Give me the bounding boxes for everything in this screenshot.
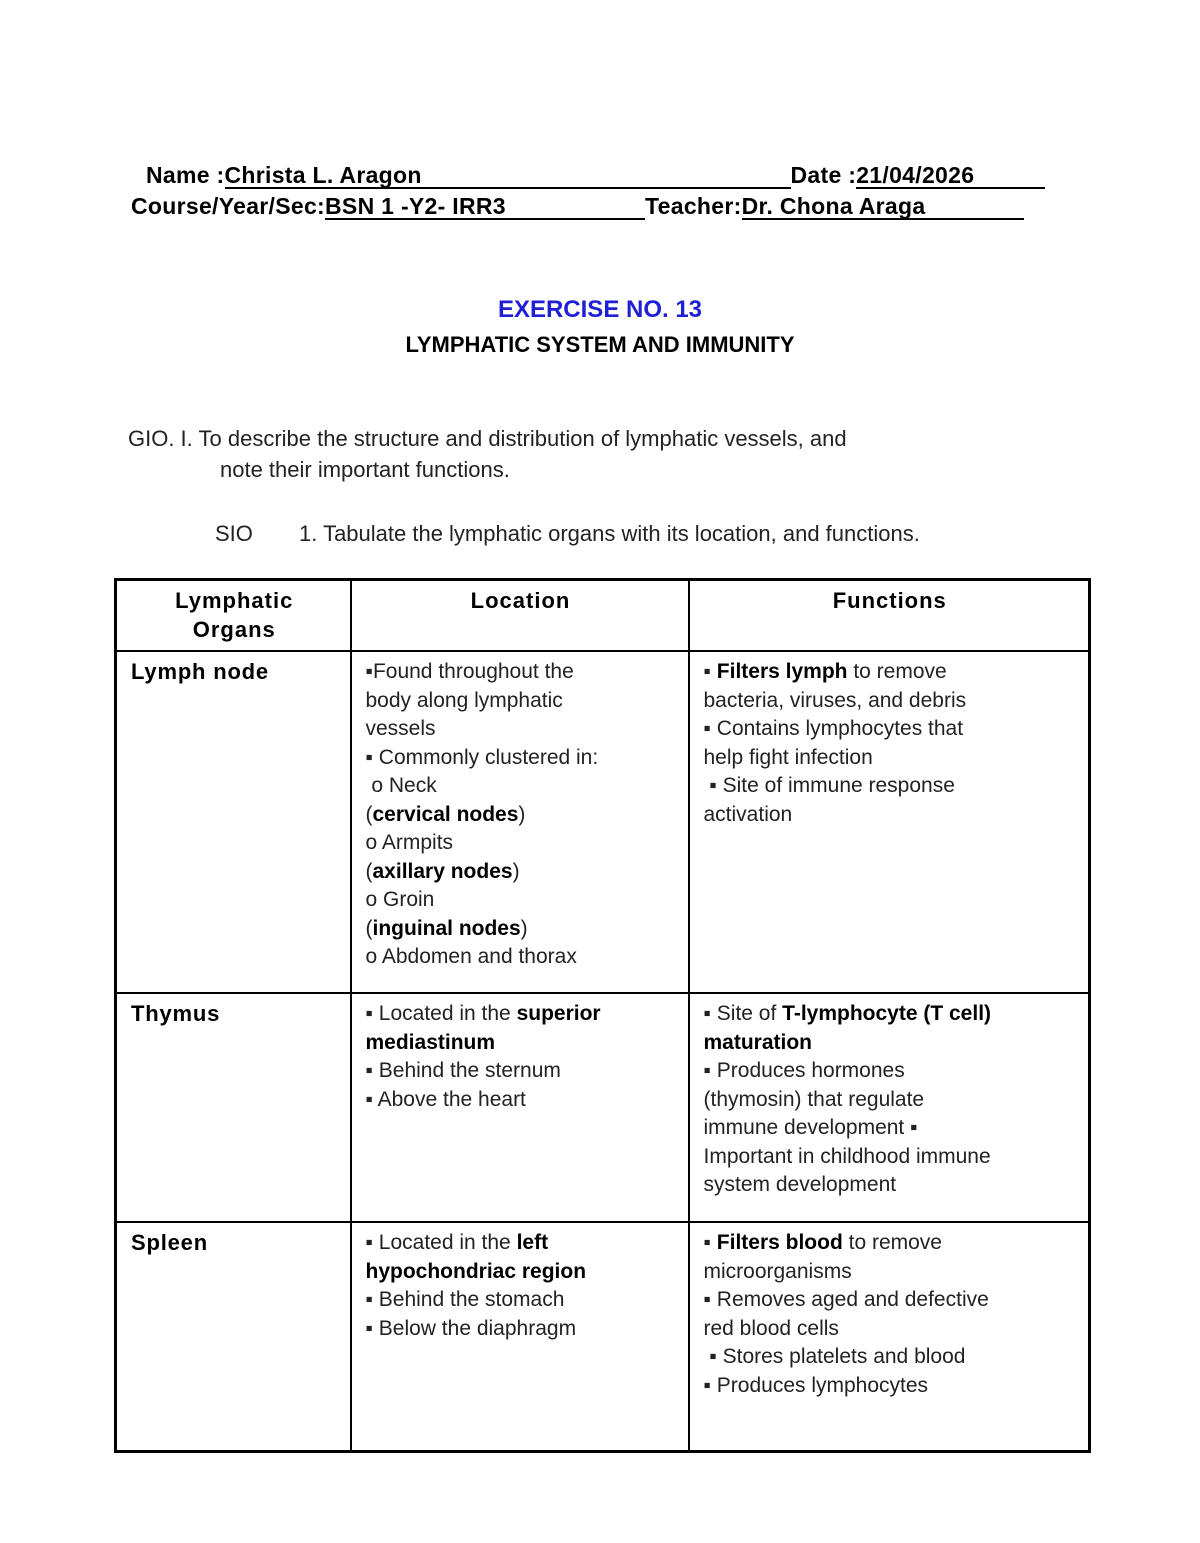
- text-line: [366, 915, 676, 944]
- text-span: (: [365, 859, 373, 883]
- location-cell: [351, 651, 689, 993]
- header-location: Location: [351, 580, 689, 652]
- teacher-value: Dr. Chona Araga: [742, 194, 1024, 220]
- bold-term: maturation: [703, 1030, 813, 1054]
- location-cell: [351, 1222, 689, 1452]
- functions-cell: [689, 993, 1090, 1222]
- bold-term: cervical nodes: [372, 802, 519, 826]
- bold-term: axillary nodes: [372, 859, 513, 883]
- text-line: [366, 1258, 676, 1287]
- table-row: [116, 1222, 1090, 1452]
- text-line: vessels: [365, 717, 436, 740]
- text-line: microorganisms: [703, 1259, 852, 1283]
- text-span: ▪: [703, 1231, 717, 1254]
- text-line: ▪ Produces lymphocytes: [703, 1373, 929, 1397]
- sio-text: 1. Tabulate the lymphatic organs with its location, and functions.: [299, 521, 920, 546]
- text-line: ▪ Commonly clustered in:: [365, 745, 599, 769]
- text-line: [704, 1000, 1077, 1029]
- text-line: [704, 658, 1077, 687]
- text-line: [704, 1029, 1077, 1058]
- text-line: [366, 1000, 676, 1029]
- functions-cell: [689, 1222, 1090, 1452]
- text-line: o Neck: [365, 774, 437, 797]
- text-line: [366, 1029, 676, 1058]
- text-line: [366, 801, 676, 830]
- text-line: (thymosin) that regulate: [703, 1087, 925, 1111]
- text-span: ▪ Site of: [703, 1002, 783, 1025]
- header-functions: Functions: [689, 580, 1090, 652]
- text-span: ): [512, 859, 520, 883]
- table-row: [116, 651, 1090, 993]
- name-value: Christa L. Aragon: [225, 163, 791, 189]
- text-line: ▪ Above the heart: [365, 1087, 526, 1111]
- text-span: ): [518, 802, 526, 826]
- text-line: ▪ Produces hormones: [703, 1059, 905, 1082]
- exercise-title: EXERCISE NO. 13: [497, 296, 703, 323]
- table-row: [116, 993, 1090, 1222]
- text-line: o Armpits: [365, 831, 454, 854]
- functions-cell: [689, 651, 1090, 993]
- gio-line-2: note their important functions.: [220, 457, 510, 482]
- text-line: ▪ Behind the stomach: [365, 1288, 565, 1311]
- text-line: [704, 1229, 1077, 1258]
- text-span: ▪ Located in the: [365, 1231, 517, 1254]
- text-span: ▪: [703, 660, 717, 683]
- teacher-label: Teacher:: [645, 193, 742, 219]
- bold-term: inguinal nodes: [372, 916, 521, 940]
- text-span: (: [365, 802, 373, 826]
- text-line: [366, 1229, 676, 1258]
- organ-cell: Spleen: [116, 1222, 351, 1452]
- text-line: ▪ Removes aged and defective: [703, 1288, 989, 1311]
- text-line: red blood cells: [703, 1316, 839, 1340]
- header-organs: [116, 580, 351, 652]
- text-line: activation: [703, 802, 793, 826]
- text-line: ▪ Below the diaphragm: [365, 1316, 577, 1340]
- text-span: to remove: [842, 1231, 942, 1254]
- text-line: ▪ Stores platelets and blood: [703, 1345, 966, 1368]
- text-line: ▪ Site of immune response: [703, 774, 955, 797]
- text-span: to remove: [847, 660, 947, 683]
- date-value: 21/04/2026: [856, 163, 1045, 189]
- text-line: Important in childhood immune: [703, 1144, 991, 1168]
- text-line: help fight infection: [703, 745, 873, 769]
- text-span: ): [520, 916, 528, 940]
- text-line: ▪ Contains lymphocytes that: [703, 717, 964, 740]
- table-header-row: [116, 580, 1090, 652]
- location-cell: [351, 993, 689, 1222]
- exercise-subtitle: LYMPHATIC SYSTEM AND IMMUNITY: [405, 332, 795, 357]
- text-line: ▪Found throughout the: [365, 660, 574, 683]
- name-label: Name :: [146, 162, 225, 188]
- header-organs-line-2: Organs: [192, 616, 276, 642]
- bold-term: Filters blood: [716, 1231, 843, 1254]
- text-span: (: [365, 916, 373, 940]
- header-organs-line-1: Lymphatic: [175, 588, 294, 613]
- date-label: Date :: [790, 162, 857, 188]
- header-row-name-date: [146, 162, 1045, 189]
- text-line: bacteria, viruses, and debris: [703, 688, 967, 712]
- text-line: o Abdomen and thorax: [365, 945, 577, 968]
- gio-line-1: GIO. I. To describe the structure and distribution of lymphatic vessels, and: [128, 426, 847, 451]
- course-label: Course/Year/Sec:: [131, 193, 326, 219]
- bold-term: left: [516, 1231, 549, 1254]
- header-row-course-teacher: [131, 193, 1024, 220]
- text-line: [366, 858, 676, 887]
- lymphatic-organs-table: [114, 578, 1091, 1453]
- text-line: system development: [703, 1173, 897, 1196]
- text-span: ▪ Located in the: [365, 1002, 517, 1025]
- text-line: body along lymphatic: [365, 688, 563, 712]
- text-line: o Groin: [365, 888, 435, 911]
- bold-term: superior: [516, 1002, 601, 1025]
- text-line: immune development ▪: [703, 1116, 918, 1139]
- bold-term: T-lymphocyte (T cell): [782, 1002, 992, 1025]
- bold-term: Filters lymph: [716, 660, 848, 683]
- sio-label: SIO: [215, 521, 253, 546]
- bold-term: mediastinum: [365, 1030, 496, 1054]
- bold-term: hypochondriac region: [365, 1259, 587, 1283]
- organ-cell: Lymph node: [116, 651, 351, 993]
- organ-cell: Thymus: [116, 993, 351, 1222]
- text-line: ▪ Behind the sternum: [365, 1059, 561, 1082]
- course-value: BSN 1 -Y2- IRR3: [325, 194, 645, 220]
